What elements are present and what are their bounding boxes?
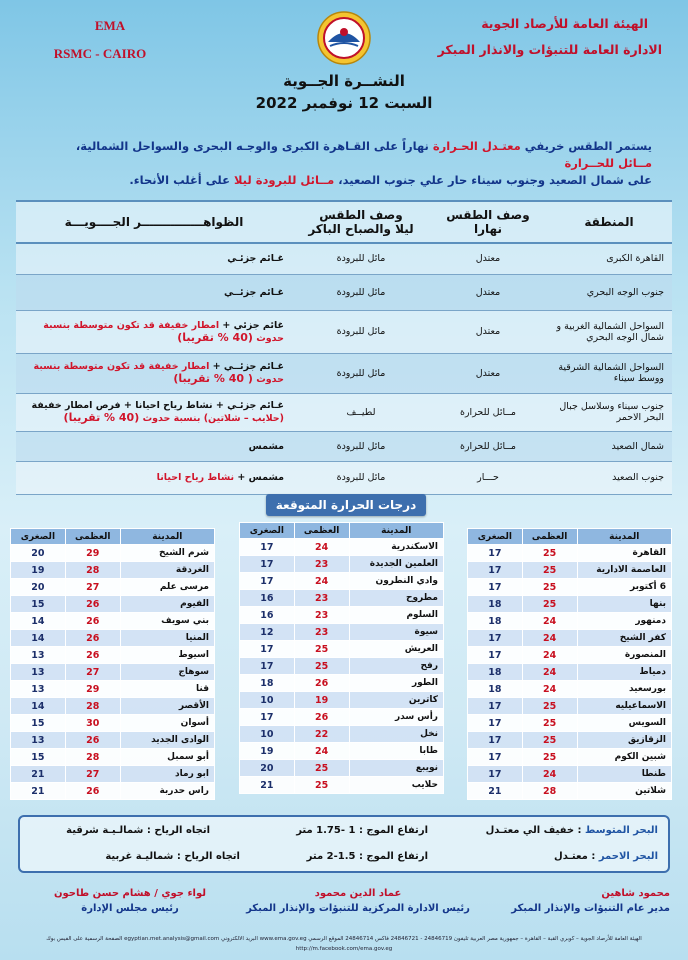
temp-row — [468, 749, 672, 766]
temp-header-row — [11, 529, 215, 545]
temp-row — [11, 545, 215, 562]
temp-row — [240, 726, 444, 743]
col-day-line1: وصف الطقس — [446, 208, 530, 222]
temp-row — [11, 766, 215, 783]
temp-row — [11, 681, 215, 698]
temp-min: 21 — [240, 777, 295, 794]
temp-city: سوهاج — [120, 664, 214, 681]
temp-row — [468, 732, 672, 749]
temp-min: 20 — [11, 545, 66, 562]
forecast-phenomena — [16, 243, 292, 274]
summary-part2: نهاراً على القـاهرة الكبرى والوجـه البحرى والسواحل الشمالية، — [75, 139, 433, 153]
temp-min: 17 — [240, 658, 295, 675]
temp-max: 19 — [294, 692, 349, 709]
temp-min: 17 — [240, 556, 295, 573]
summary-part1: يستمر الطقس خريفي — [520, 139, 652, 153]
forecast-phenomena — [16, 431, 292, 461]
temp-max: 30 — [65, 715, 120, 732]
temp-min: 10 — [240, 692, 295, 709]
sea-red-wave: ارتفاع الموج : 1.5-2 متر — [306, 851, 428, 862]
forecast-day: حـــار — [430, 461, 546, 494]
temp-city: مرسى علم — [120, 579, 214, 596]
col-day-line2: نهارا — [474, 222, 502, 236]
temp-city: الوادى الجديد — [120, 732, 214, 749]
temp-max: 24 — [522, 630, 577, 647]
temp-header-row — [468, 529, 672, 545]
forecast-day: مــائل للحرارة — [430, 431, 546, 461]
temp-city: مطروح — [349, 590, 443, 607]
temp-city: حلايب — [349, 777, 443, 794]
temp-max: 28 — [65, 698, 120, 715]
temp-min: 17 — [468, 749, 523, 766]
temp-row — [468, 681, 672, 698]
temp-row — [468, 715, 672, 732]
temp-row — [240, 624, 444, 641]
forecast-header-row — [16, 201, 672, 243]
temp-city: بنها — [577, 596, 671, 613]
forecast-region: القاهرة الكبرى — [546, 243, 672, 274]
forecast-row — [16, 431, 672, 461]
signature-name: لواء جوي / هشام حسن طاحون — [53, 888, 207, 899]
sea-med-wind: اتجاه الرياح : شمالـيـة شرقية — [66, 825, 210, 836]
temp-city: طنطا — [577, 766, 671, 783]
temp-max: 26 — [65, 630, 120, 647]
temp-max: 24 — [294, 743, 349, 760]
temp-city: 6 أكتوبر — [577, 579, 671, 596]
temp-row — [240, 539, 444, 556]
sea-med-label-wrap — [486, 825, 658, 836]
bulletin-title: النشــرة الجــوية — [283, 72, 405, 90]
temp-row — [11, 596, 215, 613]
temp-min: 18 — [468, 596, 523, 613]
signature-name: عماد الدين محمود — [314, 888, 402, 899]
temp-max: 24 — [522, 613, 577, 630]
summary-red1: معتـدل الحـرارة — [432, 139, 521, 153]
temp-min: 21 — [11, 766, 66, 783]
temp-city: المنصورة — [577, 647, 671, 664]
forecast-row — [16, 461, 672, 494]
temp-min: 13 — [11, 681, 66, 698]
forecast-region: السواحل الشمالية الغربية و شمال الوجه البحري — [546, 310, 672, 353]
temp-city: الفيوم — [120, 596, 214, 613]
temp-max: 28 — [65, 562, 120, 579]
header-ema: EMA — [94, 18, 126, 33]
temp-max: 25 — [522, 596, 577, 613]
temp-min: 14 — [11, 698, 66, 715]
temp-min: 17 — [468, 715, 523, 732]
temp-city: الغردقة — [120, 562, 214, 579]
signature-title: رئيس مجلس الإدارة — [81, 903, 179, 914]
temp-min: 18 — [468, 613, 523, 630]
temp-row — [468, 630, 672, 647]
temp-row — [240, 709, 444, 726]
forecast-day: معتدل — [430, 353, 546, 393]
temp-city: دمنهور — [577, 613, 671, 630]
temp-city: بورسعيد — [577, 681, 671, 698]
temp-table-middle — [239, 522, 444, 794]
temp-row — [468, 783, 672, 800]
sea-med-label: البحر المتوسط — [585, 825, 658, 836]
forecast-region: جنوب الوجه البحري — [546, 274, 672, 310]
signature-name: محمود شاهين — [601, 888, 670, 899]
temp-row — [240, 556, 444, 573]
summary-part4: على أغلب الأنحاء. — [129, 173, 234, 187]
temp-max: 25 — [522, 579, 577, 596]
temp-row — [240, 692, 444, 709]
temp-row — [11, 613, 215, 630]
temp-max: 23 — [294, 590, 349, 607]
temp-max: 26 — [65, 647, 120, 664]
temp-city: كاترين — [349, 692, 443, 709]
temp-min: 17 — [468, 698, 523, 715]
temp-min: 13 — [11, 664, 66, 681]
temp-col-max: العظمى — [294, 523, 349, 539]
temp-max: 26 — [65, 613, 120, 630]
weather-summary — [40, 138, 652, 189]
temp-min: 17 — [240, 709, 295, 726]
temp-city: اسيوط — [120, 647, 214, 664]
forecast-row — [16, 243, 672, 274]
sea-red-state: : معتـدل — [554, 851, 596, 862]
forecast-phenomena — [16, 274, 292, 310]
temp-max: 26 — [65, 596, 120, 613]
header-rsmc: RSMC - CAIRO — [53, 46, 147, 61]
temp-city: أسوان — [120, 715, 214, 732]
temp-city: نخل — [349, 726, 443, 743]
phen-red-text: نشاط رياح احيانا — [156, 472, 235, 483]
forecast-row — [16, 274, 672, 310]
phen-probability: (40 % تقريبا) — [177, 330, 253, 344]
temp-min: 15 — [11, 596, 66, 613]
phen-text: غـائم جزئـي + نشاط رياح احيانا + فرص امطار خفيفة — [31, 400, 284, 411]
temp-min: 14 — [11, 630, 66, 647]
temp-max: 25 — [294, 760, 349, 777]
forecast-phenomena — [16, 461, 292, 494]
sea-med-state: : خفيف الي معتـدل — [485, 825, 582, 836]
temp-row — [240, 777, 444, 794]
temp-city: السلوم — [349, 607, 443, 624]
temp-row — [468, 613, 672, 630]
signature-central-admin — [228, 886, 488, 916]
temp-city: راس حدربة — [120, 783, 214, 800]
temp-col-min: الصغرى — [11, 529, 66, 545]
col-phenomena: الظواهـــــــــــــــر الجــــويـــة — [16, 201, 292, 243]
temp-col-min: الصغرى — [240, 523, 295, 539]
col-night — [292, 201, 430, 243]
forecast-table — [16, 200, 672, 495]
phen-text: غـائم جزئــي + — [209, 361, 284, 372]
temp-city: القاهرة — [577, 545, 671, 562]
temp-min: 12 — [240, 624, 295, 641]
temp-min: 10 — [240, 726, 295, 743]
temp-min: 15 — [11, 749, 66, 766]
temp-row — [468, 766, 672, 783]
temp-max: 26 — [294, 675, 349, 692]
forecast-row — [16, 353, 672, 393]
forecast-night: مائل للبرودة — [292, 431, 430, 461]
temp-min: 20 — [240, 760, 295, 777]
temp-max: 25 — [294, 658, 349, 675]
phen-text: غـائم جزئــي — [223, 286, 284, 298]
temp-col-min: الصغرى — [468, 529, 523, 545]
temp-city: وادي النطرون — [349, 573, 443, 590]
temp-row — [11, 732, 215, 749]
temp-row — [11, 783, 215, 800]
forecast-night: مائل للبرودة — [292, 274, 430, 310]
temp-row — [468, 664, 672, 681]
temp-row — [468, 545, 672, 562]
forecast-phenomena — [16, 393, 292, 431]
temp-table-left — [10, 528, 215, 800]
temp-min: 17 — [468, 732, 523, 749]
temp-max: 26 — [65, 732, 120, 749]
temp-max: 24 — [294, 573, 349, 590]
temp-city: ابو رماد — [120, 766, 214, 783]
temp-row — [11, 562, 215, 579]
temp-row — [468, 596, 672, 613]
temp-max: 25 — [522, 715, 577, 732]
temp-table-right — [467, 528, 672, 800]
temp-min: 17 — [468, 647, 523, 664]
temp-max: 27 — [65, 664, 120, 681]
forecast-night: مائل للبرودة — [292, 461, 430, 494]
temp-min: 14 — [11, 613, 66, 630]
temp-min: 17 — [240, 539, 295, 556]
temp-min: 17 — [468, 562, 523, 579]
temp-header-row — [240, 523, 444, 539]
temp-city: بني سويف — [120, 613, 214, 630]
sea-med-wave: ارتفاع الموج : 1 -1.75 متر — [296, 825, 428, 836]
temp-min: 13 — [11, 732, 66, 749]
temp-max: 28 — [522, 783, 577, 800]
sea-state-box — [18, 815, 670, 873]
forecast-night: لطيــف — [292, 393, 430, 431]
temp-row — [11, 715, 215, 732]
phen-text: مشمس + — [234, 472, 284, 483]
phen-probability: ( 40 % تقريبا) — [173, 372, 253, 385]
signature-chairman — [30, 886, 230, 916]
temp-min: 19 — [240, 743, 295, 760]
temp-min: 13 — [11, 647, 66, 664]
temp-max: 24 — [294, 539, 349, 556]
temp-city: أبو سمبل — [120, 749, 214, 766]
temp-row — [240, 607, 444, 624]
temp-max: 25 — [294, 777, 349, 794]
temp-city: شلاتين — [577, 783, 671, 800]
temp-min: 21 — [468, 783, 523, 800]
temp-min: 17 — [468, 766, 523, 783]
temp-row — [11, 630, 215, 647]
temp-max: 25 — [522, 732, 577, 749]
temp-row — [468, 647, 672, 664]
phen-red-text: (حلايب – شلاتين) بنسبة حدوث — [142, 413, 284, 424]
temp-max: 27 — [65, 766, 120, 783]
summary-red3: مــائل للبرودة ليلا — [233, 173, 335, 187]
temp-row — [240, 590, 444, 607]
temp-city: السويس — [577, 715, 671, 732]
temp-row — [468, 698, 672, 715]
temp-max: 24 — [522, 664, 577, 681]
forecast-day: معتدل — [430, 274, 546, 310]
forecast-region: شمال الصعيد — [546, 431, 672, 461]
temp-min: 20 — [11, 579, 66, 596]
phen-red-text: امطار خفيفة قد تكون متوسطة بنسبة حدوث — [33, 361, 284, 385]
temp-min: 18 — [468, 681, 523, 698]
temp-city: الأقصر — [120, 698, 214, 715]
temp-city: الزقازيق — [577, 732, 671, 749]
temp-max: 23 — [294, 556, 349, 573]
phen-red-text: امطار خفيفة قد تكون متوسطة بنسبة حدوث — [43, 319, 284, 344]
temp-col-city: المدينة — [120, 529, 214, 545]
temp-row — [240, 641, 444, 658]
temp-row — [11, 664, 215, 681]
signature-title: مدير عام التنبؤات والإنذار المبكر — [511, 903, 670, 914]
temp-min: 17 — [468, 579, 523, 596]
temp-max: 26 — [65, 783, 120, 800]
sea-red-label-wrap — [554, 851, 658, 862]
sea-red-wind: اتجاه الرياح : شماليـة غربية — [105, 851, 240, 862]
forecast-night: مائل للبرودة — [292, 243, 430, 274]
col-day — [430, 201, 546, 243]
bulletin-date: السبت 12 نوفمبر 2022 — [255, 94, 433, 112]
temp-city: المنيا — [120, 630, 214, 647]
temp-city: الطور — [349, 675, 443, 692]
phen-probability: (40 % تقريبا) — [63, 411, 140, 424]
temp-row — [468, 579, 672, 596]
temp-row — [11, 698, 215, 715]
forecast-region: السواحل الشمالية الشرقية ووسط سيناء — [546, 353, 672, 393]
temp-row — [11, 579, 215, 596]
forecast-row — [16, 393, 672, 431]
temp-min: 16 — [240, 607, 295, 624]
temp-row — [240, 573, 444, 590]
sea-red-label: البحر الاحمر — [598, 851, 658, 862]
temp-min: 19 — [11, 562, 66, 579]
temp-row — [11, 749, 215, 766]
temp-city: الاسماعيليه — [577, 698, 671, 715]
temp-city: العاصمة الادارية — [577, 562, 671, 579]
temp-city: الاسكندرية — [349, 539, 443, 556]
temp-min: 16 — [240, 590, 295, 607]
summary-part3: على شمال الصعيد وجنوب سيناء حار علي جنوب الصعيد، — [334, 173, 652, 187]
forecast-day: مــائل للحرارة — [430, 393, 546, 431]
temp-max: 26 — [294, 709, 349, 726]
temp-city: سيوة — [349, 624, 443, 641]
temp-max: 22 — [294, 726, 349, 743]
temp-row — [240, 675, 444, 692]
temp-max: 24 — [522, 647, 577, 664]
temp-col-max: العظمى — [65, 529, 120, 545]
temp-col-city: المدينة — [577, 529, 671, 545]
forecast-region: جنوب سيناء وسلاسل جبال البحر الاحمر — [546, 393, 672, 431]
temp-min: 21 — [11, 783, 66, 800]
col-night-line2: ليلا والصباح الباكر — [308, 222, 414, 236]
forecast-night: مائل للبرودة — [292, 310, 430, 353]
temp-city: شبين الكوم — [577, 749, 671, 766]
forecast-phenomena — [16, 353, 292, 393]
phen-text: غائم جزئي + — [219, 319, 284, 331]
footer-contact: الهيئة العامة للأرصاد الجوية – كوبري القبة – القاهرة – جمهورية مصر العربية تليفون 24846719 - 24846721 فاكس 24846714 الموقع الرسمي www.ema.gov.eg البريد الالكتروني egyptian.met.analysis@gmail.com الصفحة الرسمية على الفيس بوك http://m.facebook.com/ema.gov.eg — [46, 936, 642, 952]
temp-city: قنا — [120, 681, 214, 698]
temp-min: 17 — [468, 630, 523, 647]
temp-min: 18 — [240, 675, 295, 692]
signature-forecast-director — [500, 886, 670, 916]
temp-max: 25 — [522, 562, 577, 579]
temp-max: 29 — [65, 545, 120, 562]
temp-max: 23 — [294, 607, 349, 624]
temperatures-title: درجات الحرارة المتوقعة — [266, 494, 426, 516]
temp-min: 17 — [468, 545, 523, 562]
temp-row — [240, 760, 444, 777]
temp-city: العريش — [349, 641, 443, 658]
temp-city: دمياط — [577, 664, 671, 681]
temp-row — [468, 562, 672, 579]
temp-city: رفح — [349, 658, 443, 675]
ema-logo — [316, 10, 372, 66]
temp-city: العلمين الجديدة — [349, 556, 443, 573]
temp-max: 25 — [522, 749, 577, 766]
temp-min: 17 — [240, 573, 295, 590]
temp-col-city: المدينة — [349, 523, 443, 539]
temp-max: 28 — [65, 749, 120, 766]
temp-row — [240, 658, 444, 675]
temp-row — [11, 647, 215, 664]
header-department: الادارة العامة للتنبؤات والانذار المبكر — [437, 42, 662, 57]
forecast-row — [16, 310, 672, 353]
temp-row — [240, 743, 444, 760]
header-authority: الهيئة العامة للأرصاد الجوية — [481, 16, 648, 31]
phen-text: غـائم جزئـي — [227, 253, 284, 265]
temp-col-max: العظمى — [522, 529, 577, 545]
temp-min: 18 — [468, 664, 523, 681]
temp-max: 24 — [522, 766, 577, 783]
forecast-day: معتدل — [430, 310, 546, 353]
temp-max: 29 — [65, 681, 120, 698]
temp-max: 27 — [65, 579, 120, 596]
temp-city: رأس سدر — [349, 709, 443, 726]
forecast-phenomena — [16, 310, 292, 353]
temp-max: 25 — [522, 545, 577, 562]
temp-max: 25 — [294, 641, 349, 658]
col-night-line1: وصف الطقس — [319, 208, 403, 222]
forecast-day: معتدل — [430, 243, 546, 274]
temp-city: كفر الشيخ — [577, 630, 671, 647]
forecast-region: جنوب الصعيد — [546, 461, 672, 494]
temp-max: 25 — [522, 698, 577, 715]
summary-red2: مــائل للحــرارة — [564, 156, 652, 170]
temp-max: 24 — [522, 681, 577, 698]
temp-min: 15 — [11, 715, 66, 732]
col-region: المنطقة — [546, 201, 672, 243]
temp-min: 17 — [240, 641, 295, 658]
signature-title: رئيس الادارة المركزية للتنبؤات والإنذار المبكر — [246, 903, 470, 914]
temp-city: نويبع — [349, 760, 443, 777]
temp-max: 23 — [294, 624, 349, 641]
temp-city: طابا — [349, 743, 443, 760]
phen-text: مشمس — [248, 440, 284, 452]
forecast-night: مائل للبرودة — [292, 353, 430, 393]
temp-city: شرم الشيخ — [120, 545, 214, 562]
